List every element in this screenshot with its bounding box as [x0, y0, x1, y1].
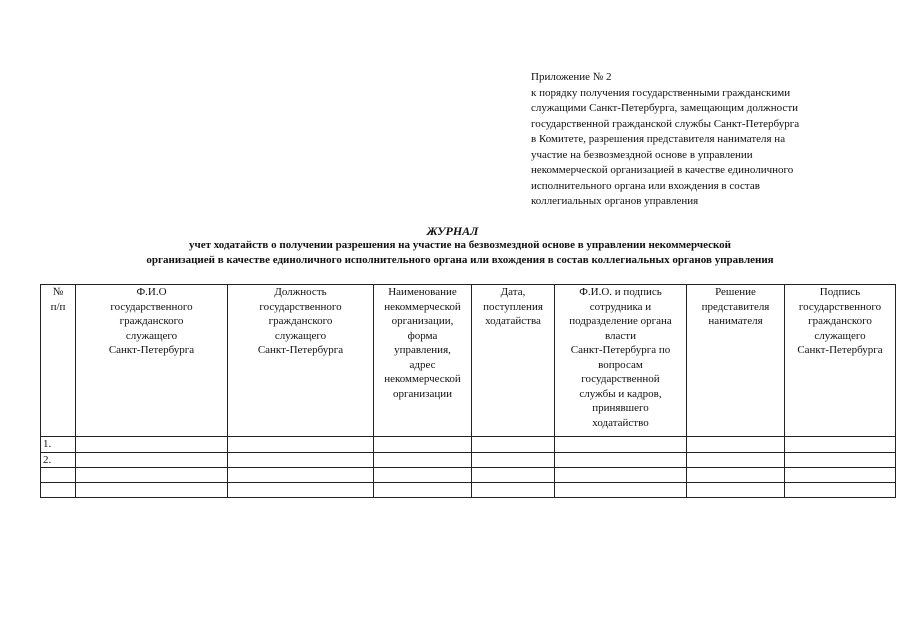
- header-signature: Подпись государственного гражданского служащего Санкт-Петербурга: [785, 285, 896, 437]
- appendix-line: государственной гражданской службы Санкт-Петербурга: [531, 117, 800, 130]
- appendix-line: Приложение № 2: [531, 71, 612, 83]
- header-employee-name: Ф.И.О государственного гражданского служащего Санкт-Петербурга: [76, 285, 228, 437]
- table-cell: [555, 437, 687, 453]
- header-organization: Наименование некоммерческой организации, форма управления, адрес некоммерческой организации: [374, 285, 472, 437]
- table-row: [41, 452, 896, 468]
- journal-subtitle: [40, 238, 880, 268]
- table-cell: [228, 468, 374, 483]
- table-cell: [228, 483, 374, 498]
- table-cell: [555, 483, 687, 498]
- appendix-line: исполнительного органа или вхождения в состав: [531, 179, 760, 192]
- table-cell: [76, 452, 228, 468]
- table-cell: [472, 483, 555, 498]
- table-cell: [76, 437, 228, 453]
- subtitle-line: учет ходатайств о получении разрешения на участие на безвозмездной основе в управлении некоммерческой: [188, 239, 732, 251]
- table-row: [41, 437, 896, 453]
- appendix-block: [531, 70, 861, 210]
- table-cell: [687, 437, 785, 453]
- table-cell: [41, 468, 76, 483]
- table-cell: [555, 452, 687, 468]
- table-row: [41, 468, 896, 483]
- table-cell: [687, 483, 785, 498]
- journal-title: ЖУРНАЛ: [426, 224, 479, 238]
- table-cell: [785, 437, 896, 453]
- header-position: Должность государственного гражданского служащего Санкт-Петербурга: [228, 285, 374, 437]
- table-cell: 2.: [41, 452, 76, 468]
- table-cell: [555, 468, 687, 483]
- table-cell: [785, 483, 896, 498]
- table-cell: [374, 468, 472, 483]
- table-cell: [374, 452, 472, 468]
- table-cell: 1.: [41, 437, 76, 453]
- table-cell: [76, 483, 228, 498]
- table-cell: [687, 452, 785, 468]
- table-cell: [785, 452, 896, 468]
- appendix-line: некоммерческой организацией в качестве единоличного: [531, 164, 794, 176]
- table-cell: [374, 437, 472, 453]
- header-decision: Решение представителя нанимателя: [687, 285, 785, 437]
- table-cell: [228, 452, 374, 468]
- table-cell: [374, 483, 472, 498]
- table-cell: [472, 437, 555, 453]
- table-cell: [687, 468, 785, 483]
- header-date: Дата, поступления ходатайства: [472, 285, 555, 437]
- table-header-row: [41, 285, 896, 437]
- appendix-line: коллегиальных органов управления: [531, 195, 699, 207]
- subtitle-line: организацией в качестве единоличного исполнительного органа или вхождения в состав коллегиальных органов управления: [146, 254, 774, 266]
- appendix-line: к порядку получения государственными гражданскими: [531, 86, 791, 99]
- table-row: [41, 483, 896, 498]
- appendix-line: служащими Санкт-Петербурга, замещающим должности: [531, 102, 799, 114]
- table-cell: [76, 468, 228, 483]
- table-cell: [785, 468, 896, 483]
- appendix-line: в Комитете, разрешения представителя нанимателя на: [531, 133, 786, 145]
- journal-table: [40, 284, 896, 498]
- table-cell: [472, 468, 555, 483]
- table-cell: [228, 437, 374, 453]
- header-number: № п/п: [41, 285, 76, 437]
- table-cell: [472, 452, 555, 468]
- header-receiver: Ф.И.О. и подпись сотрудника и подразделение органа власти Санкт-Петербурга по вопросам государственной службы и кадров, принявшего ходатайство: [555, 285, 687, 437]
- appendix-line: участие на безвозмездной основе в управлении: [531, 148, 753, 161]
- table-cell: [41, 483, 76, 498]
